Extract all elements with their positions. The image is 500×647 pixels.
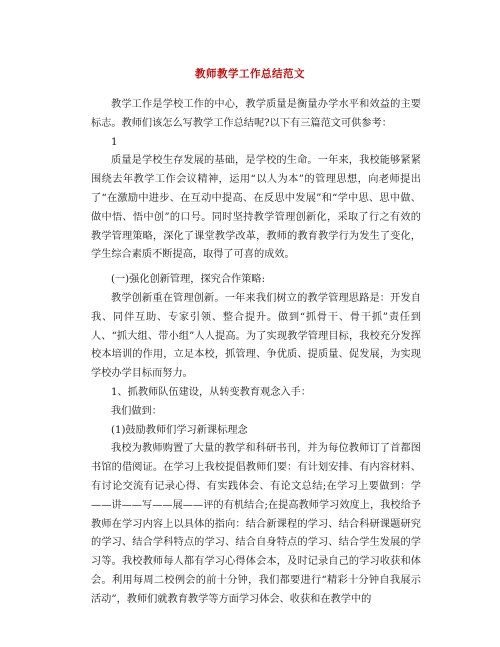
body-paragraph: 质量是学校生存发展的基础，是学校的生命。一年来，我校能够紧紧围绕去年教学工作会议精神，运用“以人为本”的管理思想，向老师提出了“在激励中进步、在互动中提高、在反思中发展”和“学中思、思中做、做中悟、悟中创”的口号。同时坚持教学管理创新化，采取了行之有效的教学管理策略，深化了课堂教学改革，教师的教育教学行为发生了变化，学生综合素质不断提高，取得了可喜的成效。 xyxy=(91,155,421,261)
section-number: 1 xyxy=(111,136,118,148)
document-title: 教师教学工作总结范文 xyxy=(195,68,305,80)
body-paragraph: 教学创新重在管理创新。一年来我们树立的教学管理思路是：开发自我、同伴互助、专家引领、整合提升。做到“抓骨干、骨干抓”责任到人、“抓大组、带小组”人人提高。为了实现教学管理目标，我校充分发挥校本培训的作用，立足本校，抓管理、争优质、提质量、促发展，为实现学校办学目标而努力。 xyxy=(91,292,421,380)
section-heading: (一)强化创新管理，探究合作策略: xyxy=(111,274,266,286)
document-body xyxy=(91,96,421,610)
intro-paragraph: 教学工作是学校工作的中心，教学质量是衡量办学水平和效益的主要标志。教师们该怎么写教学工作总结呢?以下有三篇范文可供参考： xyxy=(91,99,421,129)
subsection-heading: (1)鼓励教师们学习新课标理念 xyxy=(111,424,248,436)
body-paragraph: 我们做到： xyxy=(111,405,162,417)
body-paragraph: 我校为教师购置了大量的教学和科研书刊，并为每位教师订了首都图书馆的借阅证。在学习上我校提倡教师们要：有计划安排、有内容材料、有讨论交流有记录心得、有实践体会、有论文总结;在学习上要做到：学——讲——写——展——评的有机结合;在提高教师学习效度上，我校给予教师在学习内容上以具体的指向：结合新课程的学习、结合科研课题研究的学习、结合学科特点的学习、结合自身特点的学习、结合学生发展的学习等。我校教师每人都有学习心得体会本，及时记录自己的学习收获和体会。利用每周二校例会的前十分钟，我们都要进行“精彩十分钟自我展示活动”，教师们就教育教学等方面学习体会、收获和在教学中的 xyxy=(91,443,421,605)
subsection-heading: 1、抓教师队伍建设，从转变教育观念入手： xyxy=(111,386,312,398)
